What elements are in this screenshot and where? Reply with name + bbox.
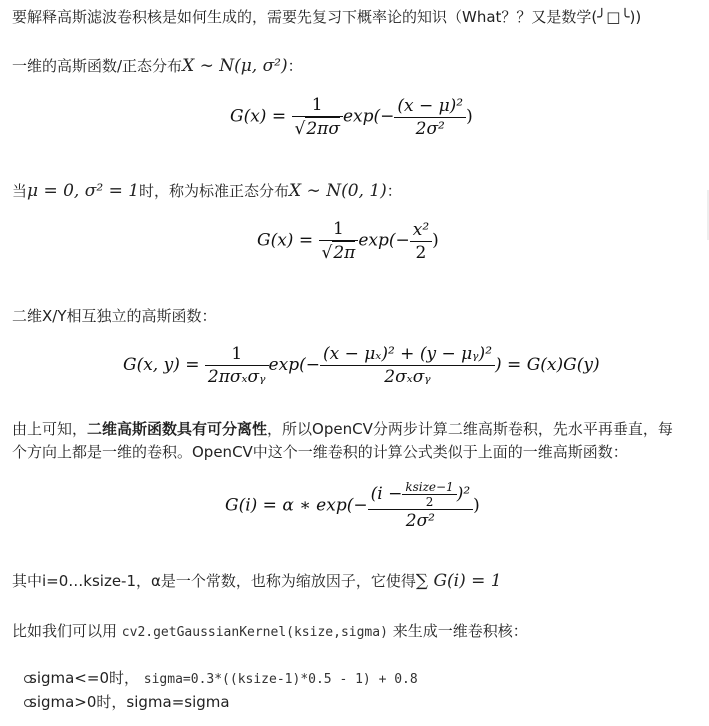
formula-2d-exp bbox=[320, 343, 495, 388]
separability-suffix: ，所以OpenCV分两步计算二维高斯卷积，先水平再垂直，每 bbox=[267, 420, 673, 438]
normalization-math: ∑ G(i) = 1 bbox=[415, 571, 502, 591]
intro-text: 要解释高斯滤波卷积核是如何生成的，需要先复习下概率论的知识（What？？又是数学(╯□╰)) bbox=[12, 8, 642, 26]
section-1d-label: 一维的高斯函数/正态分布 bbox=[12, 57, 183, 75]
section-1d-dist: X ∼ N(μ, σ²) bbox=[182, 56, 288, 76]
section-example bbox=[12, 620, 528, 644]
section-separability-line1 bbox=[12, 418, 673, 440]
normalization-prefix: 其中i=0…ksize-1，α是一个常数，也称为缩放因子，它使得 bbox=[12, 572, 416, 590]
list-item-code: sigma=0.3*((ksize-1)*0.5 - 1) + 0.8 bbox=[143, 672, 418, 687]
list-item-prefix: sigma<=0时， bbox=[29, 669, 139, 687]
list-item bbox=[12, 667, 418, 691]
separability-prefix: 由上可知， bbox=[12, 420, 88, 438]
formula-2d-coef bbox=[205, 343, 269, 388]
section-std-prefix: 当 bbox=[12, 182, 28, 200]
formula-1d-coef-num: 1 bbox=[292, 94, 343, 117]
formula-2d-coef-num: 1 bbox=[205, 343, 269, 366]
formula-std-exp-num: x² bbox=[410, 219, 432, 242]
formula-2d-lhs: G(x, y) = bbox=[123, 355, 200, 375]
section-standard-normal bbox=[12, 180, 402, 202]
section-std-cond: μ = 0, σ² = 1 bbox=[27, 181, 140, 201]
example-suffix: 来生成一维卷积核： bbox=[392, 622, 528, 640]
formula-2d-tail: ) = G(x)G(y) bbox=[495, 355, 600, 375]
section-2d-gaussian: 二维X/Y相互独立的高斯函数： bbox=[12, 307, 217, 325]
example-prefix: 比如我们可以用 bbox=[12, 622, 118, 640]
formula-std-lhs: G(x) = bbox=[257, 230, 314, 251]
formula-1d-exp bbox=[394, 95, 466, 140]
formula-2d-gaussian bbox=[123, 343, 600, 388]
section-std-colon: ： bbox=[386, 182, 402, 200]
formula-1d-coef: $\frac{1}{√2\pi\sigma}$ bbox=[292, 94, 343, 140]
formula-std-exp-prefix: exp(− bbox=[358, 230, 410, 251]
formula-1d-tail: ) bbox=[466, 106, 473, 127]
formula-std-tail: ) bbox=[432, 230, 439, 251]
formula-std-coef-num: 1 bbox=[319, 218, 359, 241]
section-std-middle: 时，称为标准正态分布 bbox=[139, 182, 290, 200]
formula-2d-coef-den: 2πσₓσᵧ bbox=[207, 367, 266, 387]
separability-bold: 二维高斯函数具有可分离性 bbox=[87, 420, 268, 438]
formula-2d-exp-den: 2σₓσᵧ bbox=[384, 367, 431, 387]
section-std-dist: X ∼ N(0, 1) bbox=[289, 181, 387, 201]
formula-1d-exp-den: 2σ² bbox=[415, 118, 445, 139]
formula-1d-gaussian bbox=[230, 94, 473, 140]
section-1d-colon: ： bbox=[287, 57, 303, 75]
formula-cv-exp bbox=[368, 480, 474, 532]
formula-cv-tail: ) bbox=[473, 495, 480, 516]
formula-1d-exp-prefix: exp(− bbox=[342, 106, 395, 127]
formula-2d-exp-num: (x − μₓ)² + (y − μᵧ)² bbox=[320, 343, 495, 366]
formula-cv-den: 2σ² bbox=[405, 511, 435, 531]
formula-2d-exp-prefix: exp(− bbox=[268, 355, 320, 375]
formula-std-coef-den: 2π bbox=[333, 243, 356, 263]
formula-cv-inner-den: 2 bbox=[425, 495, 434, 509]
formula-standard-normal bbox=[257, 218, 439, 264]
section-1d-gaussian bbox=[12, 55, 303, 77]
example-code: cv2.getGaussianKernel(ksize,sigma) bbox=[121, 625, 388, 640]
formula-cv-inner-suffix: )² bbox=[456, 484, 471, 504]
formula-1d-lhs: G(x) = bbox=[230, 106, 287, 127]
bullet-icon bbox=[24, 699, 32, 707]
formula-cv-inner-prefix: (i − bbox=[370, 484, 403, 504]
formula-std-exp bbox=[410, 219, 432, 264]
formula-opencv-1d bbox=[225, 480, 480, 532]
formula-1d-coef-den: 2πσ bbox=[306, 119, 340, 139]
formula-std-coef: $\frac{1}{√2\pi}$ bbox=[319, 218, 359, 264]
section-separability-line2: 个方向上都是一维的卷积。OpenCV中这个一维卷积的计算公式类似于上面的一维高斯函数： bbox=[12, 443, 628, 461]
formula-cv-inner-num: ksize−1 bbox=[402, 480, 456, 495]
formula-cv-lhs: G(i) = α ∗ exp(− bbox=[225, 495, 368, 516]
section-normalization bbox=[12, 570, 502, 592]
formula-cv-inner-frac bbox=[402, 480, 456, 509]
formula-std-exp-den: 2 bbox=[415, 242, 427, 263]
bullet-icon bbox=[24, 675, 32, 683]
formula-1d-exp-num: (x − μ)² bbox=[394, 95, 466, 118]
list-item-prefix: sigma>0时，sigma=sigma bbox=[29, 693, 230, 711]
list-item bbox=[12, 691, 230, 713]
